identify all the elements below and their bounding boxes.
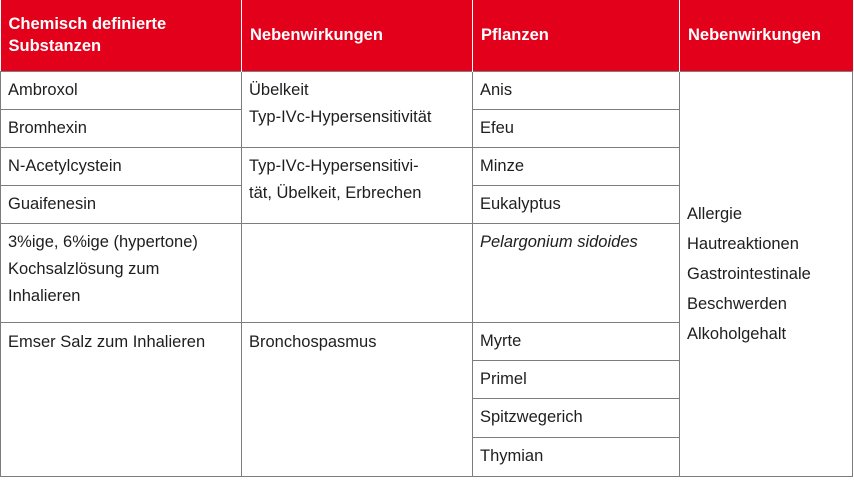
plant-cell: Anis (473, 71, 680, 109)
plant-effect-line: Allergie (687, 204, 743, 223)
substance-cell: Bromhexin (1, 109, 242, 147)
header-plants: Pflanzen (473, 0, 680, 71)
substance-effect-line: Übelkeit (249, 80, 309, 99)
plant-cell: Spitzwegerich (473, 398, 680, 437)
substance-effect-line: Typ-IVc-Hypersensitivität (249, 107, 432, 126)
plant-cell: Eukalyptus (473, 185, 680, 223)
substance-effect-cell-empty (242, 223, 473, 322)
substance-effect-line: Bronchospasmus (249, 332, 377, 351)
substance-cell: Guaifenesin (1, 185, 242, 223)
plant-cell: Efeu (473, 109, 680, 147)
substance-effect-line: tät, Übelkeit, Erbrechen (249, 183, 422, 202)
plant-effect-line: Beschwerden (687, 294, 787, 313)
plant-effect-cell (680, 71, 853, 477)
substance-effect-cell (242, 147, 473, 223)
header-row (1, 0, 853, 71)
plant-effect-line: Hautreaktionen (687, 234, 799, 253)
substance-effect-line: Typ-IVc-Hypersensitivi- (249, 156, 419, 175)
plant-effect-line: Alkoholgehalt (687, 324, 787, 343)
plant-cell: Minze (473, 147, 680, 185)
substance-cell: 3%ige, 6%ige (hypertone) Kochsalzlösung zum Inhalieren (1, 223, 242, 322)
table-row (1, 71, 853, 109)
substance-effect-cell (242, 71, 473, 147)
substance-cell: Ambroxol (1, 71, 242, 109)
substance-cell: Emser Salz zum Inhalieren (1, 322, 242, 476)
header-chemical-substances-line2: Substanzen (8, 37, 102, 56)
header-plant-side-effects: Nebenwirkungen (680, 0, 853, 71)
header-chemical-substances-line1: Chemisch definierte (8, 15, 167, 34)
plant-cell: Myrte (473, 322, 680, 360)
substance-cell: N-Acetylcystein (1, 147, 242, 185)
plant-cell: Thymian (473, 437, 680, 476)
header-chemical-substances (1, 0, 242, 71)
header-substance-side-effects: Nebenwirkungen (242, 0, 473, 71)
plant-cell: Pelargonium sidoides (473, 223, 680, 322)
substance-effect-cell (242, 322, 473, 476)
plant-cell: Primel (473, 360, 680, 398)
plant-effect-line: Gastrointestinale (687, 264, 811, 283)
